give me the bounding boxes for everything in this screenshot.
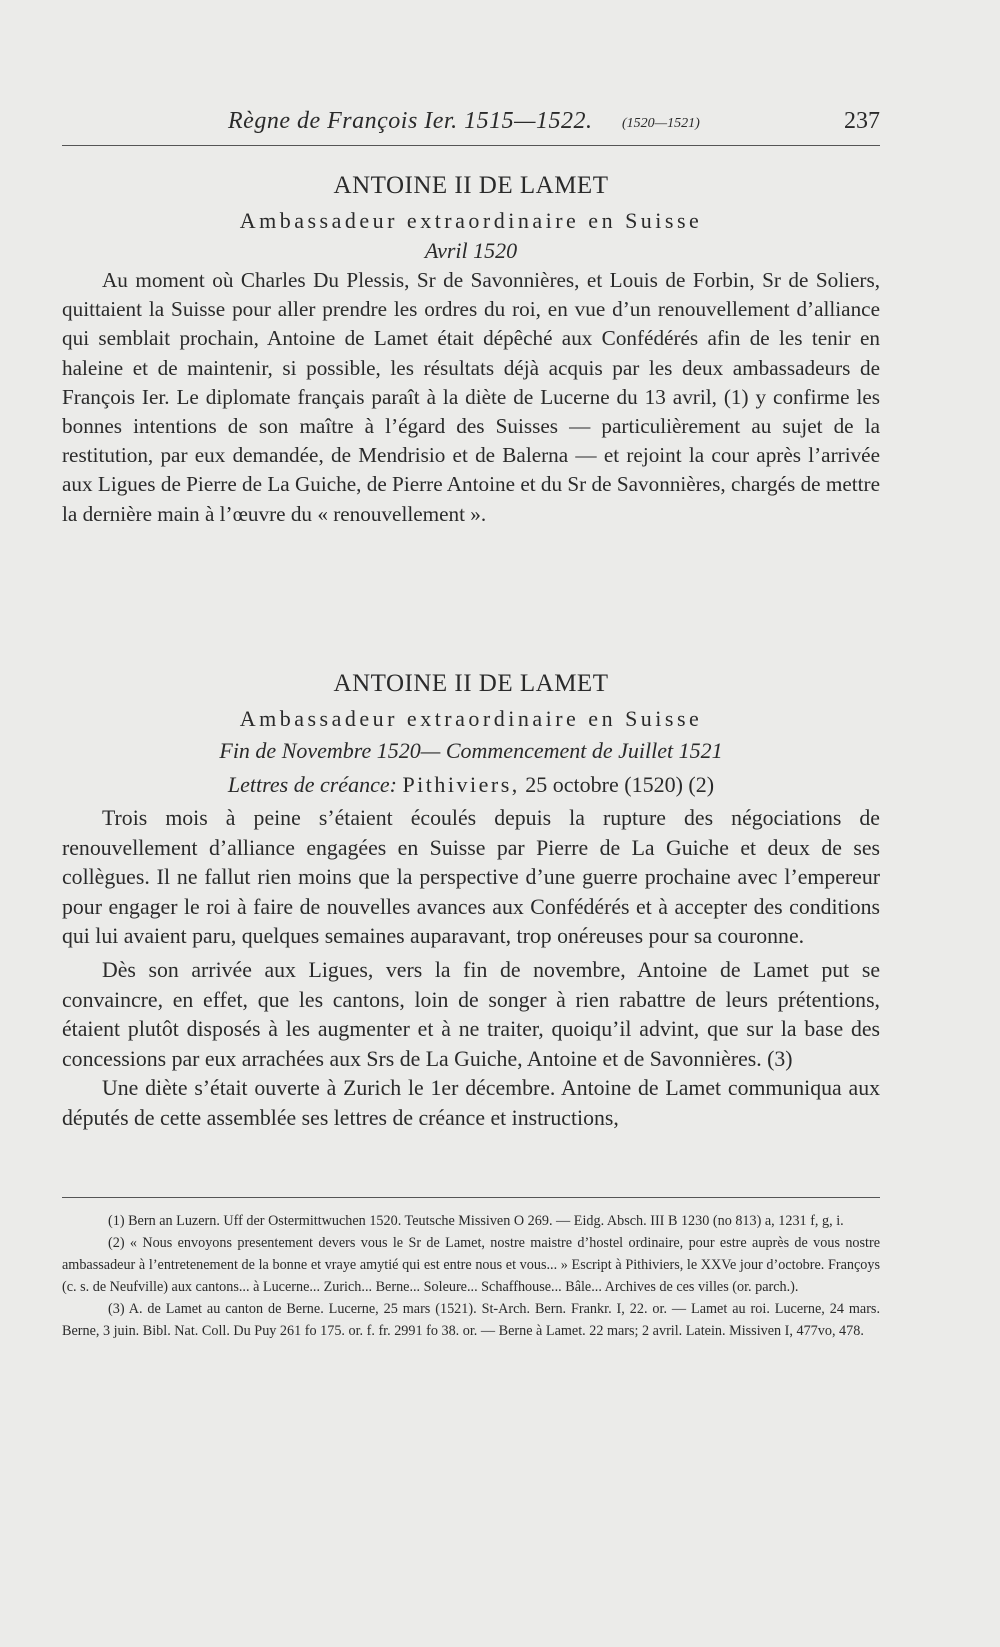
footnote-1: (1) Bern an Luzern. Uff der Ostermittwuchen 1520. Teutsche Missiven O 269. — Eidg. Absch. III B 1230 (no 813) a, 1231 f, g, i.: [108, 1213, 844, 1229]
section-2-paragraph-2: Dès son arrivée aux Ligues, vers la fin de novembre, Antoine de Lamet put se convaincre, en effet, que les cantons, loin de songer à rien rabattre de leurs prétentions, étaient plutôt disposés à les augmenter et à ne traiter, quoiqu’il advint, que sur la base des concessions par eux arrachées aux Srs de La Guiche, Antoine et de Savonnières. (3): [62, 957, 880, 1071]
footnotes: [62, 1210, 880, 1342]
section-2-date: Fin de Novembre 1520— Commencement de Juillet 1521: [219, 738, 723, 763]
page-number: 237: [844, 108, 880, 134]
section-2-subtitle: Ambassadeur extraordinaire en Suisse: [239, 706, 703, 731]
section-1-paragraph: Au moment où Charles Du Plessis, Sr de Savonnières, et Louis de Forbin, Sr de Soliers, quittaient la Suisse pour aller prendre les ordres du roi, en vue d’un renouvellement d’alliance qui semblait prochain, Antoine de Lamet était dépêché aux Confédérés afin de les tenir en haleine et de maintenir, si possible, les résultats déjà acquis par les deux ambassadeurs de François Ier. Le diplomate français paraît à la diète de Lucerne du 13 avril, (1) y confirme les bonnes intentions de son maître à l’égard des Suisses — particulièrement au sujet de la restitution, par eux demandée, de Mendrisio et de Balerna — et rejoint la cour après l’arrivée aux Ligues de Pierre de La Guiche, de Pierre Antoine et du Sr de Savonnières, chargés de mettre la dernière main à l’œuvre du « renouvellement ».: [62, 268, 880, 526]
section-1-subtitle: Ambassadeur extraordinaire en Suisse: [239, 208, 703, 233]
footnote-2: (2) « Nous envoyons presentement devers vous le Sr de Lamet, nostre maistre d’hostel ordinaire, pour estre auprès de vous nostre ambassadeur à l’entretenement de la bonne et vraye amytié qui est entre nous et vous... » Escript à Pithiviers, le XXVe jour d’octobre. Françoys (c. s. de Neufville) aux cantons... à Lucerne... Zurich... Berne... Soleure... Schaffhouse... Bâle... Archives de ces villes (or. parch.).: [62, 1235, 880, 1295]
credentials-date: 25 octobre (1520) (2): [519, 772, 715, 797]
credentials-line: [62, 772, 880, 798]
section-1-date: Avril 1520: [424, 238, 518, 263]
header-rule: [62, 145, 880, 146]
running-head-title: Règne de François Ier. 1515—1522.: [228, 108, 593, 134]
section-2-paragraph-3: Une diète s’était ouverte à Zurich le 1er décembre. Antoine de Lamet communiqua aux députés de cette assemblée ses lettres de créance et instructions,: [62, 1076, 880, 1130]
footnote-3: (3) A. de Lamet au canton de Berne. Lucerne, 25 mars (1521). St-Arch. Bern. Frankr. I, 22. or. — Lamet au roi. Lucerne, 24 mars. Berne, 3 juin. Bibl. Nat. Coll. Du Puy 261 fo 175. or. f. fr. 2991 fo 38. or. — Berne à Lamet. 22 mars; 2 avril. Latein. Missiven I, 477vo, 478.: [62, 1301, 880, 1339]
section-2: [62, 670, 880, 1134]
footnote-rule: [62, 1197, 880, 1198]
section-2-heading: ANTOINE II DE LAMET: [333, 670, 609, 697]
section-1-heading: ANTOINE II DE LAMET: [333, 172, 609, 199]
running-head-dates: (1520—1521): [622, 116, 700, 131]
credentials-place: Pithiviers,: [402, 772, 520, 797]
section-1: [62, 172, 880, 529]
credentials-label: Lettres de créance:: [227, 772, 397, 797]
section-2-paragraph-1: Trois mois à peine s’étaient écoulés depuis la rupture des négociations de renouvellement d’alliance engagées en Suisse par Pierre de La Guiche et deux de ses collègues. Il ne fallut rien moins que la perspective d’une guerre prochaine avec l’empereur pour engager le roi à faire de nouvelles avances aux Confédérés et à accepter des conditions qui lui avaient paru, quelques semaines auparavant, trop onéreuses pour sa couronne.: [62, 806, 880, 949]
running-head: [62, 106, 880, 140]
